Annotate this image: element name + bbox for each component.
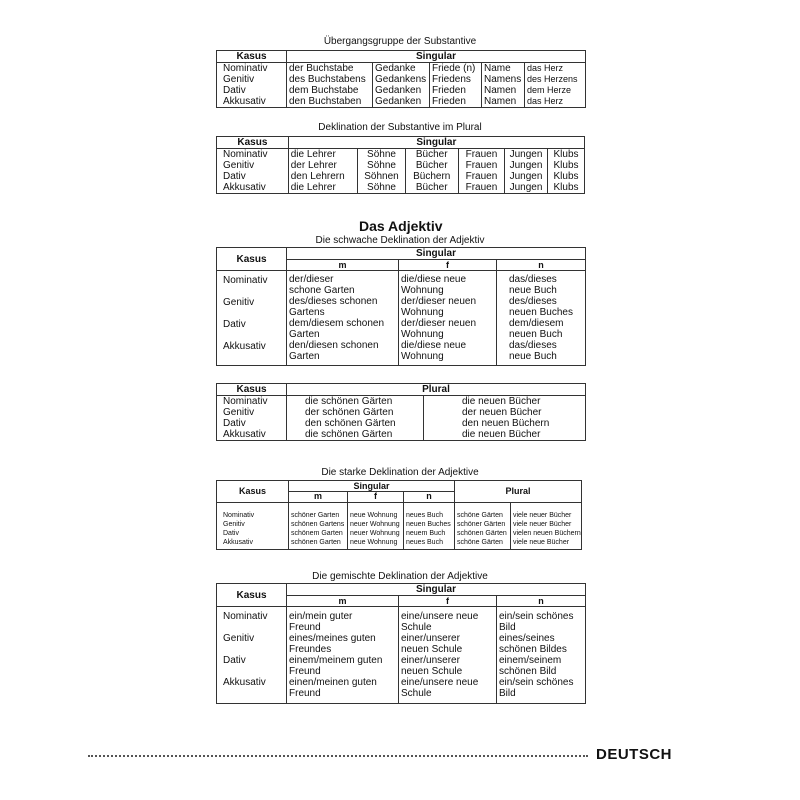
noun-column: Name Namens Namen Namen bbox=[482, 63, 525, 108]
noun-column: Jungen Jungen Jungen Jungen bbox=[505, 149, 548, 194]
masculine-column: ein/mein guter Freund eines/meines guten Freundes einem/meinem guten Freund einen/meinen guten Freund bbox=[287, 607, 399, 704]
noun-column: das Herz des Herzens dem Herze das Herz bbox=[525, 63, 586, 108]
case-labels: Nominativ Genitiv Dativ Akkusativ bbox=[217, 503, 289, 550]
gender-m: m bbox=[287, 596, 399, 607]
gender-m: m bbox=[289, 492, 348, 503]
plural-column-2: viele neuer Bücher viele neuer Bücher vielen neuen Büchern viele neue Bücher bbox=[511, 503, 582, 550]
kasus-header: Kasus bbox=[217, 51, 287, 63]
plural-header: Plural bbox=[455, 481, 582, 503]
noun-column: Gedanke Gedankens Gedanken Gedanken bbox=[373, 63, 430, 108]
gender-m: m bbox=[287, 260, 399, 271]
table2-caption: Deklination der Substantive im Plural bbox=[318, 122, 482, 133]
plural-header: Plural bbox=[287, 384, 586, 396]
case-labels: Nominativ Genitiv Dativ Akkusativ bbox=[217, 63, 287, 108]
gender-f: f bbox=[399, 596, 497, 607]
singular-header: Singular bbox=[287, 51, 586, 63]
table2-plural-nouns bbox=[216, 136, 585, 194]
feminine-column: neue Wohnung neuer Wohnung neuer Wohnung neue Wohnung bbox=[348, 503, 404, 550]
gender-n: n bbox=[497, 596, 586, 607]
feminine-column: die/diese neue Wohnung der/dieser neuen Wohnung der/dieser neuen Wohnung die/diese neue Wohnung bbox=[399, 271, 497, 366]
kasus-header: Kasus bbox=[217, 481, 289, 503]
noun-column: der Buchstabe des Buchstabens dem Buchstabe den Buchstaben bbox=[287, 63, 373, 108]
case-labels: Nominativ Genitiv Dativ Akkusativ bbox=[217, 396, 287, 441]
footer-subject-label: DEUTSCH bbox=[596, 746, 673, 763]
singular-header: Singular bbox=[288, 137, 584, 149]
masculine-column: schöner Garten schönen Gartens schönem Garten schönen Garten bbox=[289, 503, 348, 550]
table5-caption: Die starke Deklination der Adjektive bbox=[321, 467, 479, 478]
footer-dotted-rule bbox=[88, 755, 588, 757]
neuter-column: das/dieses neue Buch des/dieses neuen Buches dem/diesem neuen Buch das/dieses neue Buch bbox=[497, 271, 586, 366]
masculine-column: der/dieser schone Garten des/dieses schonen Gartens dem/diesem schonen Garten den/diesen schonen Garten bbox=[287, 271, 399, 366]
table3-caption: Die schwache Deklination der Adjektiv bbox=[315, 235, 485, 246]
table6-mixed-declension bbox=[216, 583, 586, 704]
singular-header: Singular bbox=[289, 481, 455, 492]
neuter-column: neues Buch neuen Buches neuem Buch neues Buch bbox=[404, 503, 455, 550]
noun-column: die Lehrer der Lehrer den Lehrern die Lehrer bbox=[288, 149, 358, 194]
table3-weak-declension bbox=[216, 247, 586, 366]
gender-n: n bbox=[404, 492, 455, 503]
case-labels: Nominativ Genitiv Dativ Akkusativ bbox=[217, 271, 287, 366]
kasus-header: Kasus bbox=[217, 248, 287, 271]
plural-column-right: die neuen Bücher der neuen Bücher den neuen Büchern die neuen Bücher bbox=[424, 396, 586, 441]
gender-f: f bbox=[348, 492, 404, 503]
noun-column: Frauen Frauen Frauen Frauen bbox=[458, 149, 504, 194]
table6-caption: Die gemischte Deklination der Adjektive bbox=[312, 571, 488, 582]
plural-column-1: schöne Gärten schöner Gärten schönen Gärten schöne Gärten bbox=[455, 503, 511, 550]
table1-transitional-nouns bbox=[216, 50, 586, 108]
kasus-header: Kasus bbox=[217, 137, 289, 149]
noun-column: Söhne Söhne Söhnen Söhne bbox=[358, 149, 405, 194]
singular-header: Singular bbox=[287, 584, 586, 596]
gender-n: n bbox=[497, 260, 586, 271]
singular-header: Singular bbox=[287, 248, 586, 260]
table1-caption: Übergangsgruppe der Substantive bbox=[323, 36, 477, 47]
noun-column: Klubs Klubs Klubs Klubs bbox=[548, 149, 585, 194]
gender-f: f bbox=[399, 260, 497, 271]
neuter-column: ein/sein schönes Bild eines/seines schönen Bildes einem/seinem schönen Bild ein/sein schönes Bild bbox=[497, 607, 586, 704]
plural-column-left: die schönen Gärten der schönen Gärten den schönen Gärten die schönen Gärten bbox=[287, 396, 424, 441]
table5-strong-declension bbox=[216, 480, 582, 550]
kasus-header: Kasus bbox=[217, 384, 287, 396]
table4-weak-plural bbox=[216, 383, 586, 441]
noun-column: Friede (n) Friedens Frieden Frieden bbox=[430, 63, 482, 108]
case-labels: Nominativ Genitiv Dativ Akkusativ bbox=[217, 149, 289, 194]
kasus-header: Kasus bbox=[217, 584, 287, 607]
noun-column: Bücher Bücher Büchern Bücher bbox=[405, 149, 458, 194]
feminine-column: eine/unsere neue Schule einer/unserer neuen Schule einer/unserer neuen Schule eine/unsere neue Schule bbox=[399, 607, 497, 704]
case-labels: Nominativ Genitiv Dativ Akkusativ bbox=[217, 607, 287, 704]
section-title: Das Adjektiv bbox=[359, 218, 443, 234]
